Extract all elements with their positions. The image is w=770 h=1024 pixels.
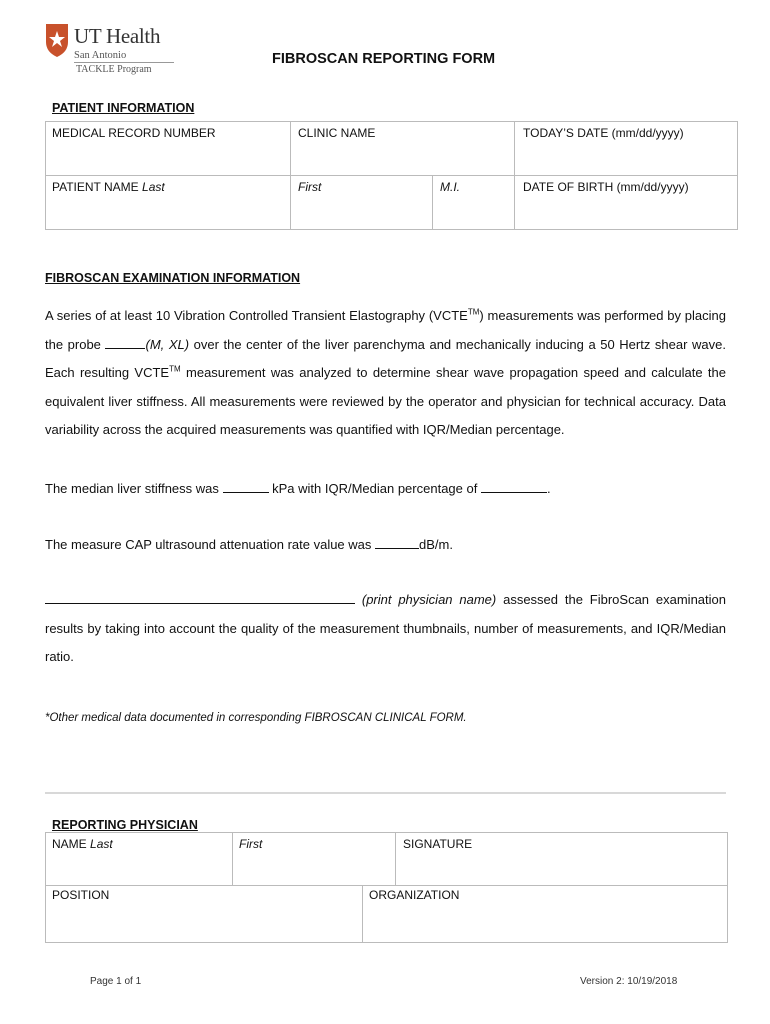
logo-program: TACKLE Program [76, 64, 152, 75]
position-field[interactable] [45, 885, 363, 943]
mrn-label: MEDICAL RECORD NUMBER [52, 126, 216, 140]
dob-label: DATE OF BIRTH (mm/dd/yyyy) [523, 180, 689, 194]
physician-name-blank[interactable] [45, 591, 355, 604]
physician-last-name-field[interactable] [45, 832, 233, 886]
cap-blank[interactable] [375, 536, 419, 549]
section-divider [45, 792, 726, 794]
logo-divider [74, 62, 174, 63]
date-of-birth-field[interactable] [514, 175, 738, 230]
logo-name: UT Health [74, 24, 161, 48]
signature-field[interactable] [395, 832, 728, 886]
todays-date-field[interactable] [514, 121, 738, 176]
shield-star-icon [44, 22, 70, 58]
probe-blank[interactable] [105, 336, 145, 349]
patient-mi-field[interactable] [432, 175, 515, 230]
patient-name-label: PATIENT NAME [52, 180, 139, 194]
clinic-name-field[interactable] [290, 121, 515, 176]
patient-last-name-field[interactable] [45, 175, 291, 230]
physician-first-label: First [239, 837, 263, 851]
position-label: POSITION [52, 888, 110, 902]
signature-label: SIGNATURE [403, 837, 473, 851]
patient-first-label: First [298, 180, 322, 194]
page-number: Page 1 of 1 [90, 976, 142, 987]
stiffness-line: The median liver stiffness was kPa with IQR/Median percentage of . [45, 481, 551, 496]
physician-name-label: NAME [52, 837, 87, 851]
patient-info-heading: PATIENT INFORMATION [52, 101, 195, 115]
clinic-name-label: CLINIC NAME [298, 126, 376, 140]
organization-field[interactable] [362, 885, 728, 943]
clinical-form-note: *Other medical data documented in corresponding FIBROSCAN CLINICAL FORM. [45, 712, 467, 724]
mrn-field[interactable] [45, 121, 291, 176]
patient-first-name-field[interactable] [290, 175, 433, 230]
exam-paragraph: A series of at least 10 Vibration Controlled Transient Elastography (VCTE™) measurements was performed by placing the probe (M, XL) over the center of the liver parenchyma and mechanically inducing a 50 Hertz shear wave. Each resulting VCTE™ measurement was analyzed to determine shear wave propagation speed and calculate the equivalent liver stiffness. All measurements were reviewed by the operator and physician for technical accuracy. Data variability across the acquired measurements was quantified with IQR/Median percentage. [45, 307, 726, 437]
todays-date-label: TODAY’S DATE (mm/dd/yyyy) [523, 126, 684, 140]
cap-line: The measure CAP ultrasound attenuation rate value was dB/m. [45, 537, 453, 552]
logo-subtitle: San Antonio [74, 50, 127, 61]
patient-last-label: Last [142, 180, 165, 194]
version-label: Version 2: 10/19/2018 [580, 976, 678, 987]
exam-info-heading: FIBROSCAN EXAMINATION INFORMATION [45, 271, 301, 285]
patient-mi-label: M.I. [440, 180, 460, 194]
physician-first-name-field[interactable] [232, 832, 396, 886]
stiffness-blank[interactable] [223, 480, 269, 493]
physician-paragraph: (print physician name) assessed the FibroScan examination results by taking into account the quality of the measurement thumbnails, number of measurements, and IQR/Median ratio. [45, 592, 726, 664]
organization-label: ORGANIZATION [369, 888, 460, 902]
page-title: FIBROSCAN REPORTING FORM [272, 51, 496, 67]
reporting-physician-heading: REPORTING PHYSICIAN [52, 818, 198, 832]
physician-last-label: Last [90, 837, 113, 851]
ut-health-logo [44, 22, 174, 78]
iqr-median-blank[interactable] [481, 480, 547, 493]
